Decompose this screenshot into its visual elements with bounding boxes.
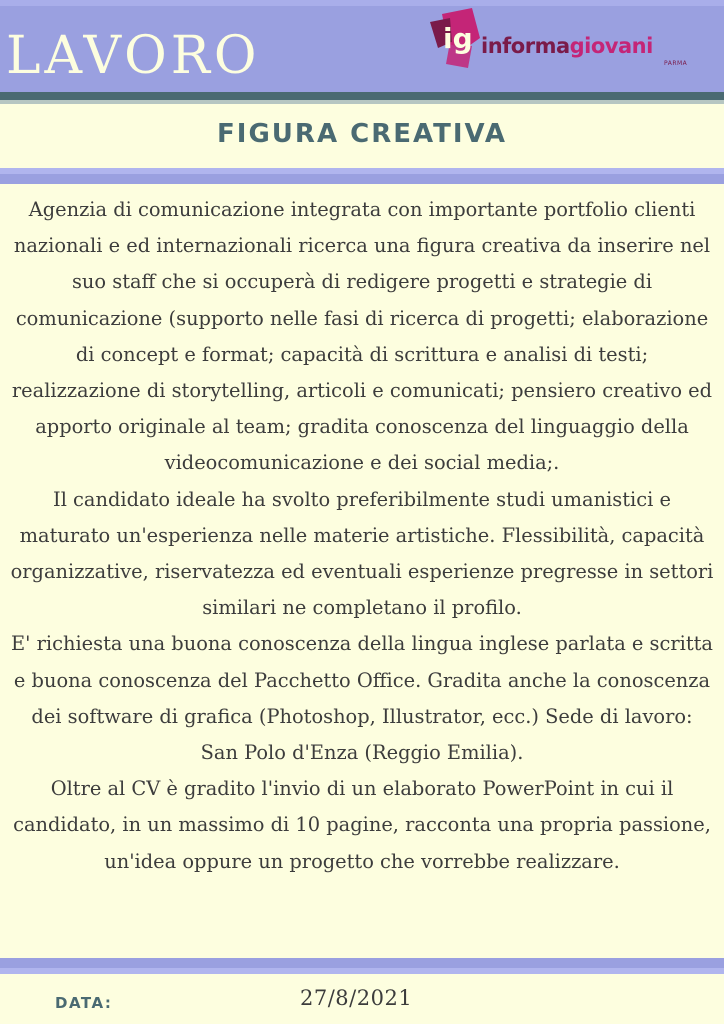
date-label: DATA: xyxy=(55,994,113,1012)
header-top-stripe xyxy=(0,0,724,6)
description-paragraph: Il candidato ideale ha svolto preferibilmente studi umanistici e maturato un'esperienza nelle materie artistiche. Flessibilità, capacità organizzative, riservatezza ed eventuali esperienze pregresse in settori similari ne completano il profilo. xyxy=(10,487,714,620)
date-value: 27/8/2021 xyxy=(300,986,413,1010)
footer-band-light xyxy=(0,968,724,974)
logo-wordmark xyxy=(481,34,653,58)
job-description xyxy=(10,192,714,880)
logo-subtitle: PARMA xyxy=(664,60,688,67)
section-band xyxy=(0,174,724,184)
description-paragraph: Oltre al CV è gradito l'invio di un elaborato PowerPoint in cui il candidato, in un massimo di 10 pagine, racconta una propria passione, un'idea oppure un progetto che vorrebbe realizzare. xyxy=(13,777,711,873)
description-paragraph: Agenzia di comunicazione integrata con importante portfolio clienti nazionali e ed internazionali ricerca una figura creativa da inserire nel suo staff che si occuperà di redigere progetti e strategie di comunicazione (supporto nelle fasi di ricerca di progetti; elaborazione di concept e format; capacità di scrittura e analisi di testi; realizzazione di storytelling, articoli e comunicati; pensiero creativo ed apporto originale al team; gradita conoscenza del linguaggio della videocomunicazione e dei social media;. xyxy=(11,198,713,475)
header-divider-light xyxy=(0,100,724,104)
header-divider-dark xyxy=(0,92,724,100)
informagiovani-logo xyxy=(428,8,708,72)
ig-logo-icon xyxy=(428,8,482,72)
footer-band xyxy=(0,958,724,968)
svg-text:ig: ig xyxy=(443,22,473,55)
job-title: FIGURA CREATIVA xyxy=(217,119,507,149)
page-category-title: LAVORO xyxy=(6,26,261,86)
description-paragraph: E' richiesta una buona conoscenza della lingua inglese parlata e scritta e buona conoscenza del Pacchetto Office. Gradita anche la conoscenza dei software di grafica (Photoshop, Illustrator, ecc.) Sede di lavoro: San Polo d'Enza (Reggio Emilia). xyxy=(10,632,713,765)
logo-word-informa: informa xyxy=(481,34,570,58)
logo-word-giovani: giovani xyxy=(569,34,653,58)
